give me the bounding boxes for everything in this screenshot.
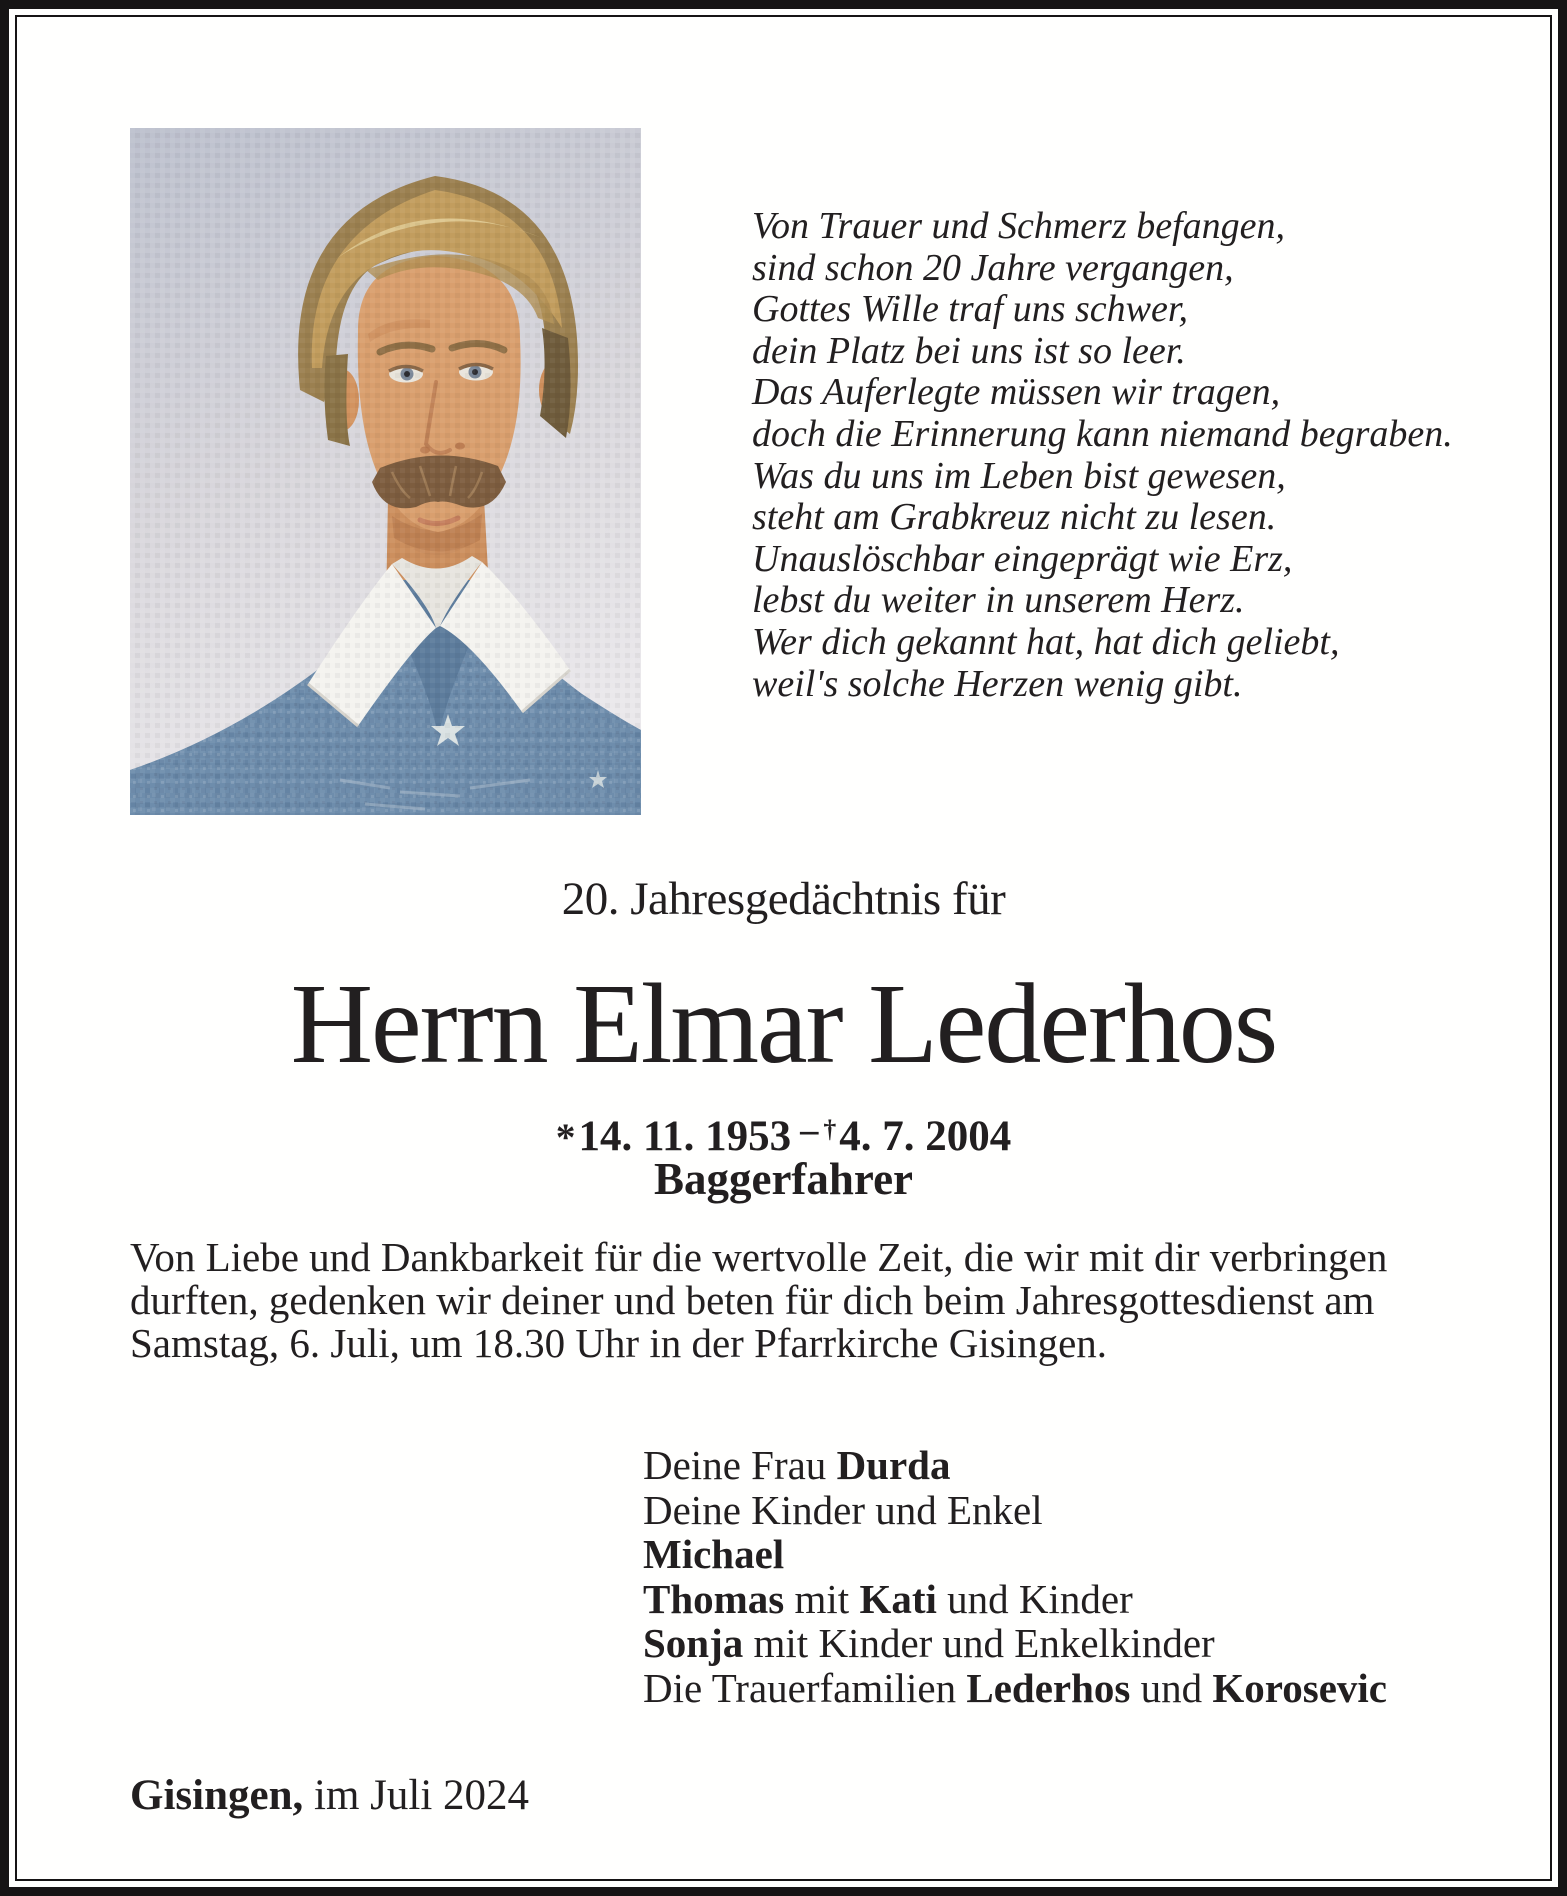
- portrait-photo-art: [130, 128, 641, 815]
- poem-line: Das Auferlegte müssen wir tragen,: [752, 371, 1281, 414]
- name-bold: Sonja: [643, 1620, 744, 1667]
- name-bold: Lederhos: [966, 1664, 1131, 1711]
- mourners-list: [643, 1443, 1387, 1711]
- poem-line: dein Platz bei uns ist so leer.: [752, 329, 1186, 372]
- poem-line: Wer dich gekannt hat, hat dich geliebt,: [752, 620, 1340, 663]
- announcement-line: durften, gedenken wir deiner und beten für dich beim Jahresgottesdienst am: [130, 1276, 1375, 1323]
- announcement-line: Samstag, 6. Juli, um 18.30 Uhr in der Pfarrkirche Gisingen.: [130, 1319, 1108, 1366]
- name-bold: Michael: [643, 1531, 785, 1578]
- text-segment: im Juli 2024: [303, 1772, 530, 1819]
- announcement-line: Von Liebe und Dankbarkeit für die wertvolle Zeit, die wir mit dir verbringen: [130, 1234, 1388, 1280]
- name-bold: Korosevic: [1212, 1664, 1387, 1711]
- poem-line: lebst du weiter in unserem Herz.: [752, 579, 1245, 622]
- memorial-poem: [752, 206, 1453, 705]
- name-bold: Gisingen,: [130, 1772, 304, 1819]
- mourner-line: [643, 1666, 1387, 1711]
- poem-line: weil's solche Herzen wenig gibt.: [752, 662, 1243, 705]
- birth-star-symbol: *: [555, 1115, 576, 1160]
- mourner-line: [643, 1621, 1387, 1666]
- text-segment: Die Trauerfamilien: [643, 1664, 967, 1711]
- name-bold: Kati: [859, 1575, 937, 1622]
- mourner-line: [643, 1577, 1387, 1622]
- announcement-paragraph: [130, 1236, 1387, 1364]
- poem-line: doch die Erinnerung kann niemand begraben.: [752, 412, 1453, 455]
- text-segment: Deine Kinder und Enkel: [643, 1486, 1043, 1533]
- name-bold: Durda: [836, 1442, 951, 1488]
- mourner-line: [643, 1488, 1387, 1533]
- poem-line: Was du uns im Leben bist gewesen,: [752, 454, 1286, 497]
- deceased-name: Herrn Elmar Lederhos: [290, 960, 1277, 1087]
- text-segment: mit Kinder und Enkelkinder: [743, 1620, 1215, 1667]
- occasion-heading: 20. Jahresgedächtnis für: [561, 873, 1006, 925]
- death-date: 4. 7. 2004: [839, 1113, 1012, 1161]
- text-segment: und Kinder: [936, 1575, 1133, 1622]
- death-cross-symbol: †: [823, 1114, 837, 1144]
- profession: Baggerfahrer: [653, 1154, 914, 1204]
- dates-separator: –: [800, 1109, 819, 1150]
- poem-line: sind schon 20 Jahre vergangen,: [752, 246, 1234, 289]
- portrait-photo: [130, 128, 641, 815]
- text-segment: und: [1130, 1664, 1213, 1711]
- text-segment: mit: [784, 1575, 860, 1622]
- poem-line: steht am Grabkreuz nicht zu lesen.: [752, 496, 1277, 539]
- text-segment: Deine Frau: [643, 1442, 837, 1488]
- closing-line: [130, 1772, 529, 1819]
- life-dates: [0, 1109, 1567, 1161]
- name-bold: Thomas: [643, 1575, 785, 1622]
- mourner-line: [643, 1443, 1387, 1488]
- poem-line: Von Trauer und Schmerz befangen,: [752, 205, 1286, 247]
- poem-line: Unauslöschbar eingeprägt wie Erz,: [752, 537, 1293, 580]
- mourner-line: [643, 1532, 1387, 1577]
- birth-date: 14. 11. 1953: [578, 1113, 792, 1161]
- poem-line: Gottes Wille traf uns schwer,: [752, 288, 1188, 331]
